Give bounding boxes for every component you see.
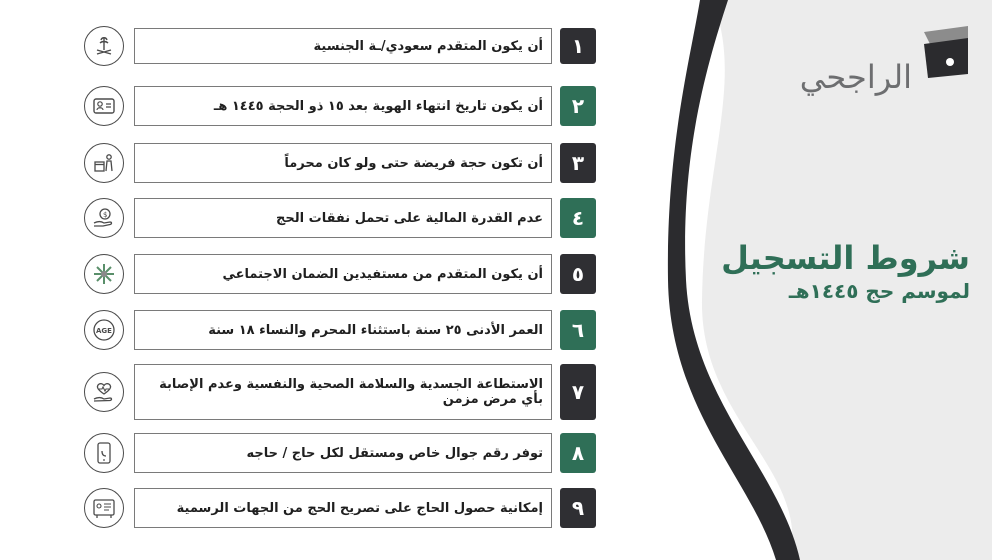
condition-row	[0, 254, 620, 294]
condition-text: العمر الأدنى ٢٥ سنة باستثناء المحرم والنساء ١٨ سنة	[134, 310, 552, 350]
condition-row	[0, 310, 620, 350]
condition-row	[0, 28, 620, 64]
brand-logo	[772, 14, 972, 94]
condition-number-badge: ٢	[560, 86, 596, 126]
condition-number-badge: ١	[560, 28, 596, 64]
condition-number-badge: ٧	[560, 364, 596, 420]
condition-text: توفر رقم جوال خاص ومستقل لكل حاج / حاجه	[134, 433, 552, 473]
id-card-icon	[84, 86, 124, 126]
kaaba-pilgrim-icon	[84, 143, 124, 183]
condition-text: أن يكون المتقدم سعودي/ـة الجنسية	[134, 28, 552, 64]
registration-headline	[710, 238, 970, 304]
brand-mark-icon	[920, 22, 972, 78]
brand-name: الراجحي	[799, 58, 912, 96]
permit-document-icon	[84, 488, 124, 528]
svg-text:$: $	[103, 211, 108, 219]
svg-text:AGE: AGE	[96, 327, 112, 335]
condition-text: الاستطاعة الجسدية والسلامة الصحية والنفسية وعدم الإصابة بأي مرض مزمن	[134, 364, 552, 420]
hand-coin-icon	[84, 198, 124, 238]
condition-text: إمكانية حصول الحاج على تصريح الحج من الجهات الرسمية	[134, 488, 552, 528]
condition-text: أن يكون تاريخ انتهاء الهوية بعد ١٥ ذو الحجة ١٤٤٥ هـ	[134, 86, 552, 126]
condition-number-badge: ٩	[560, 488, 596, 528]
condition-number-badge: ٦	[560, 310, 596, 350]
age-icon	[84, 310, 124, 350]
mobile-phone-icon	[84, 433, 124, 473]
heart-hand-icon	[84, 372, 124, 412]
condition-row	[0, 86, 620, 126]
condition-number-badge: ٨	[560, 433, 596, 473]
condition-row	[0, 143, 620, 183]
condition-row	[0, 364, 620, 420]
saudi-emblem-icon	[84, 26, 124, 66]
condition-row	[0, 198, 620, 238]
condition-text: أن تكون حجة فريضة حتى ولو كان محرماً	[134, 143, 552, 183]
condition-number-badge: ٣	[560, 143, 596, 183]
page-title: شروط التسجيل	[721, 239, 970, 277]
condition-number-badge: ٥	[560, 254, 596, 294]
page-subtitle: لموسم حج ١٤٤٥هـ	[788, 279, 970, 303]
social-security-logo-icon	[84, 254, 124, 294]
condition-row	[0, 433, 620, 473]
condition-text: عدم القدرة المالية على تحمل نفقات الحج	[134, 198, 552, 238]
condition-row	[0, 488, 620, 528]
condition-text: أن يكون المتقدم من مستفيدين الضمان الاجتماعي	[134, 254, 552, 294]
condition-number-badge: ٤	[560, 198, 596, 238]
